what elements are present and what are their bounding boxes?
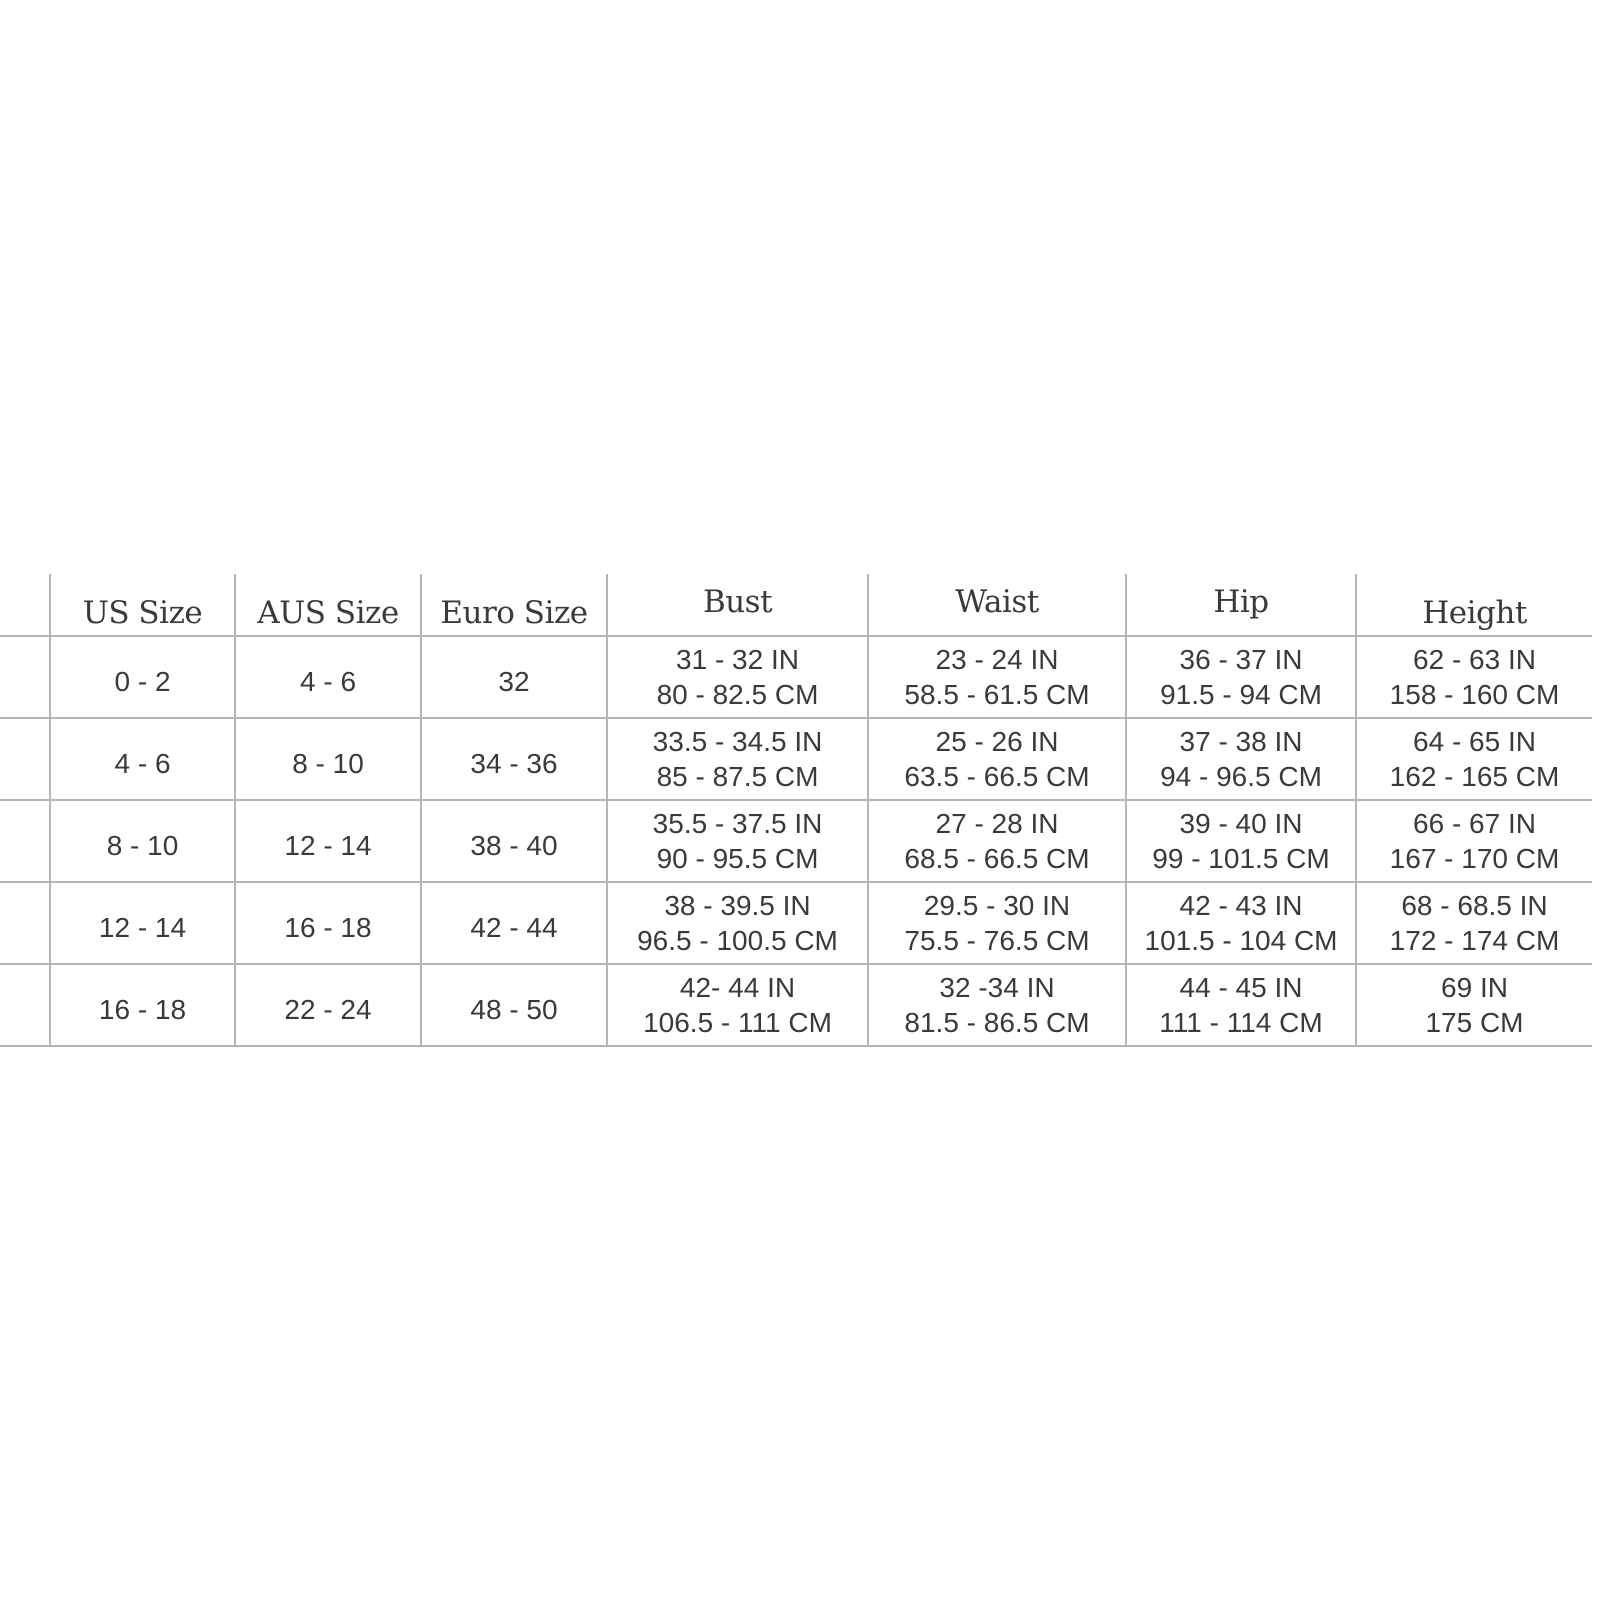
cell-height xyxy=(1355,637,1592,717)
waist-inches: 29.5 - 30 IN xyxy=(923,890,1071,921)
hip-inches: 37 - 38 IN xyxy=(1179,726,1303,757)
table-row xyxy=(0,801,1592,883)
waist-cm: 75.5 - 76.5 CM xyxy=(904,925,1090,956)
header-waist xyxy=(867,574,1125,635)
waist-cm: 81.5 - 86.5 CM xyxy=(904,1007,1090,1038)
waist-inches: 27 - 28 IN xyxy=(935,808,1059,839)
bust-inches: 33.5 - 34.5 IN xyxy=(652,726,823,757)
header-label: US Size xyxy=(82,595,203,631)
cell-euro-size: 48 - 50 xyxy=(420,965,606,1045)
hip-cm: 94 - 96.5 CM xyxy=(1160,761,1322,792)
table-row xyxy=(0,637,1592,719)
bust-cm: 90 - 95.5 CM xyxy=(656,843,819,874)
bust-cm: 106.5 - 111 CM xyxy=(643,1007,832,1038)
bust-inches: 31 - 32 IN xyxy=(676,644,799,675)
row-lead-cell xyxy=(0,965,49,1045)
cell-waist xyxy=(867,965,1125,1045)
cell-waist xyxy=(867,719,1125,799)
height-cm: 162 - 165 CM xyxy=(1389,761,1560,792)
row-lead-cell xyxy=(0,637,49,717)
bust-inches: 42- 44 IN xyxy=(679,972,796,1003)
table-row xyxy=(0,883,1592,965)
cell-hip xyxy=(1125,801,1355,881)
height-inches: 66 - 67 IN xyxy=(1413,808,1536,839)
height-cm: 172 - 174 CM xyxy=(1389,925,1560,956)
cell-waist xyxy=(867,637,1125,717)
hip-inches: 39 - 40 IN xyxy=(1179,808,1303,839)
table-row xyxy=(0,719,1592,801)
cell-euro-size: 34 - 36 xyxy=(420,719,606,799)
header-label: Bust xyxy=(702,584,773,620)
bust-cm: 80 - 82.5 CM xyxy=(656,679,819,710)
cell-height xyxy=(1355,801,1592,881)
waist-cm: 68.5 - 66.5 CM xyxy=(904,843,1090,874)
cell-aus-size: 12 - 14 xyxy=(234,801,420,881)
height-cm: 175 CM xyxy=(1425,1007,1524,1038)
header-bust xyxy=(606,574,867,635)
hip-inches: 42 - 43 IN xyxy=(1179,890,1303,921)
size-chart-table xyxy=(0,574,1592,1047)
waist-cm: 58.5 - 61.5 CM xyxy=(904,679,1090,710)
header-label: AUS Size xyxy=(257,595,399,631)
cell-bust xyxy=(606,883,867,963)
cell-euro-size: 42 - 44 xyxy=(420,883,606,963)
cell-us-size: 0 - 2 xyxy=(49,637,234,717)
header-label: Height xyxy=(1422,595,1527,631)
row-lead-cell xyxy=(0,719,49,799)
height-inches: 64 - 65 IN xyxy=(1413,726,1536,757)
cell-us-size: 4 - 6 xyxy=(49,719,234,799)
cell-height xyxy=(1355,965,1592,1045)
table-row xyxy=(0,965,1592,1047)
height-inches: 62 - 63 IN xyxy=(1413,644,1536,675)
height-cm: 167 - 170 CM xyxy=(1389,843,1560,874)
bust-inches: 38 - 39.5 IN xyxy=(664,890,811,921)
height-inches: 69 IN xyxy=(1441,972,1508,1003)
cell-bust xyxy=(606,637,867,717)
cell-aus-size: 8 - 10 xyxy=(234,719,420,799)
cell-us-size: 12 - 14 xyxy=(49,883,234,963)
cell-height xyxy=(1355,883,1592,963)
bust-cm: 96.5 - 100.5 CM xyxy=(637,925,838,956)
cell-waist xyxy=(867,801,1125,881)
waist-inches: 23 - 24 IN xyxy=(935,644,1059,675)
cell-aus-size: 4 - 6 xyxy=(234,637,420,717)
hip-cm: 111 - 114 CM xyxy=(1159,1007,1323,1038)
cell-hip xyxy=(1125,965,1355,1045)
row-lead-cell xyxy=(0,883,49,963)
header-euro-size xyxy=(420,574,606,635)
header-aus-size xyxy=(234,574,420,635)
header-label: Waist xyxy=(955,584,1039,620)
cell-us-size: 8 - 10 xyxy=(49,801,234,881)
waist-inches: 32 -34 IN xyxy=(939,972,1055,1003)
header-label: Euro Size xyxy=(440,595,588,631)
header-lead-cell xyxy=(0,574,49,635)
cell-height xyxy=(1355,719,1592,799)
cell-euro-size: 32 xyxy=(420,637,606,717)
waist-inches: 25 - 26 IN xyxy=(935,726,1059,757)
cell-aus-size: 16 - 18 xyxy=(234,883,420,963)
header-label: Hip xyxy=(1213,584,1269,620)
cell-bust xyxy=(606,965,867,1045)
cell-aus-size: 22 - 24 xyxy=(234,965,420,1045)
cell-hip xyxy=(1125,719,1355,799)
hip-cm: 91.5 - 94 CM xyxy=(1160,679,1322,710)
header-hip xyxy=(1125,574,1355,635)
hip-cm: 99 - 101.5 CM xyxy=(1152,843,1330,874)
height-inches: 68 - 68.5 IN xyxy=(1401,890,1548,921)
cell-euro-size: 38 - 40 xyxy=(420,801,606,881)
bust-cm: 85 - 87.5 CM xyxy=(656,761,819,792)
hip-cm: 101.5 - 104 CM xyxy=(1144,925,1338,956)
waist-cm: 63.5 - 66.5 CM xyxy=(904,761,1090,792)
table-header-row xyxy=(0,574,1592,637)
cell-hip xyxy=(1125,637,1355,717)
header-height xyxy=(1355,574,1592,635)
cell-waist xyxy=(867,883,1125,963)
hip-inches: 44 - 45 IN xyxy=(1179,972,1303,1003)
row-lead-cell xyxy=(0,801,49,881)
header-us-size xyxy=(49,574,234,635)
cell-bust xyxy=(606,719,867,799)
cell-hip xyxy=(1125,883,1355,963)
cell-us-size: 16 - 18 xyxy=(49,965,234,1045)
bust-inches: 35.5 - 37.5 IN xyxy=(652,808,823,839)
height-cm: 158 - 160 CM xyxy=(1389,679,1560,710)
hip-inches: 36 - 37 IN xyxy=(1179,644,1303,675)
cell-bust xyxy=(606,801,867,881)
